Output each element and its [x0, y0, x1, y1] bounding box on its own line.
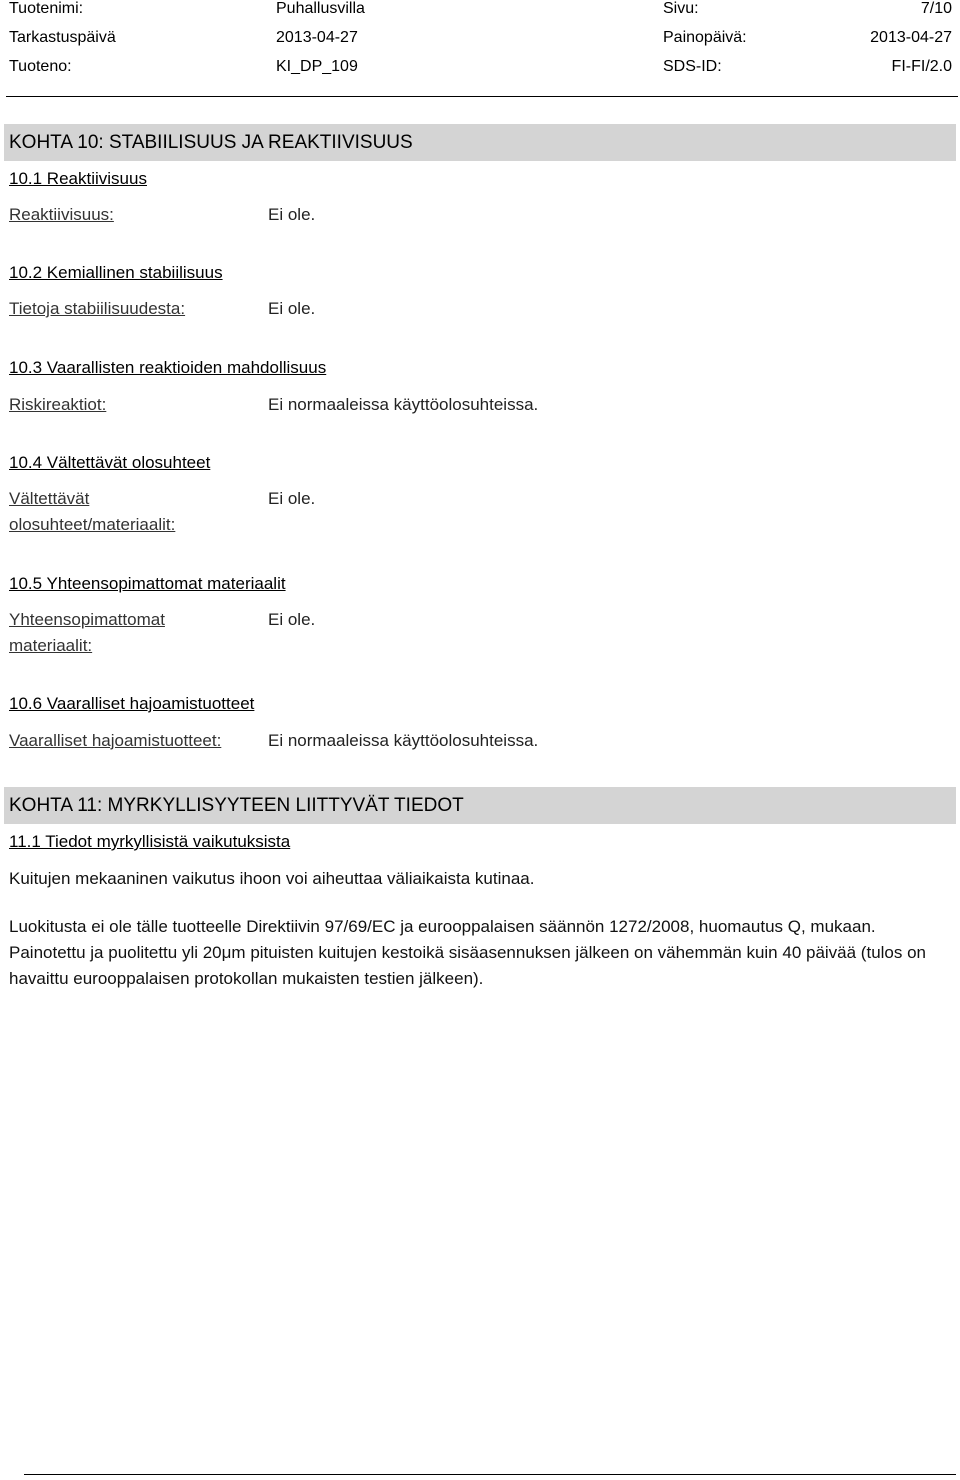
incompatible-materials-label	[9, 607, 165, 659]
conditions-to-avoid-label-line1: Vältettävät	[9, 489, 90, 508]
page-label: Sivu:	[663, 0, 699, 17]
subsection-10-4-heading: 10.4 Vältettävät olosuhteet	[9, 453, 211, 472]
decomposition-products-value: Ei normaaleissa käyttöolosuhteissa.	[268, 731, 539, 750]
header-divider	[6, 96, 958, 97]
stability-label: Tietoja stabiilisuudesta:	[9, 299, 186, 318]
subsection-10-1-heading: 10.1 Reaktiivisuus	[9, 169, 147, 188]
reactivity-value: Ei ole.	[268, 205, 316, 224]
subsection-11-1-heading: 11.1 Tiedot myrkyllisistä vaikutuksista	[9, 832, 291, 851]
section-10-banner	[4, 124, 956, 161]
product-number-label: Tuoteno:	[9, 58, 72, 75]
toxicity-paragraph-2: Luokitusta ei ole tälle tuotteelle Direktiivin 97/69/EC ja eurooppalaisen säännön 1272/2008, huomautus Q, mukaan. Painotettu ja puolitettu yli 20μm pituisten kuitujen kestoikä sisäasennuksen jälkeen on vähemmän kuin 40 päivää (tulos on havaittu eurooppalaisen protokollan mukaisten testien jälkeen).	[9, 917, 927, 988]
header-row-dates	[0, 29, 960, 59]
conditions-to-avoid-label	[9, 486, 175, 538]
sds-id-label: SDS-ID:	[663, 58, 722, 75]
conditions-to-avoid-label-line2: olosuhteet/materiaalit:	[9, 515, 176, 534]
product-name-value: Puhallusvilla	[276, 0, 365, 17]
subsection-10-5-heading: 10.5 Yhteensopimattomat materiaalit	[9, 574, 286, 593]
risk-reactions-value: Ei normaaleissa käyttöolosuhteissa.	[268, 395, 539, 414]
stability-value: Ei ole.	[268, 299, 316, 318]
incompatible-materials-label-line1: Yhteensopimattomat	[9, 610, 165, 629]
section-11-banner	[4, 787, 956, 824]
product-number-value: KI_DP_109	[276, 58, 358, 75]
incompatible-materials-label-line2: materiaalit:	[9, 636, 93, 655]
decomposition-products-label: Vaaralliset hajoamistuotteet:	[9, 731, 222, 750]
subsection-10-3-heading: 10.3 Vaarallisten reaktioiden mahdollisuus	[9, 358, 327, 377]
header-row-product-name	[0, 0, 960, 30]
revision-date-value: 2013-04-27	[276, 29, 358, 46]
product-name-label: Tuotenimi:	[9, 0, 84, 17]
toxicity-paragraph-1: Kuitujen mekaaninen vaikutus ihoon voi aiheuttaa väliaikaista kutinaa.	[9, 869, 535, 888]
subsection-10-2-heading: 10.2 Kemiallinen stabiilisuus	[9, 263, 223, 282]
print-date-value: 2013-04-27	[870, 29, 952, 46]
risk-reactions-label: Riskireaktiot:	[9, 395, 107, 414]
section-10-title: KOHTA 10: STABIILISUUS JA REAKTIIVISUUS	[9, 132, 413, 153]
sds-id-value: FI-FI/2.0	[891, 58, 952, 75]
revision-date-label: Tarkastuspäivä	[9, 29, 116, 46]
reactivity-label: Reaktiivisuus:	[9, 205, 114, 224]
section-11-title: KOHTA 11: MYRKYLLISYYTEEN LIITTYVÄT TIEDOT	[9, 795, 464, 816]
subsection-10-6-heading: 10.6 Vaaralliset hajoamistuotteet	[9, 694, 255, 713]
header-row-product-number	[0, 58, 960, 88]
page-value: 7/10	[920, 0, 952, 17]
conditions-to-avoid-value: Ei ole.	[268, 489, 316, 508]
footer-divider	[24, 1474, 956, 1475]
print-date-label: Painopäivä:	[663, 29, 747, 46]
incompatible-materials-value: Ei ole.	[268, 610, 316, 629]
